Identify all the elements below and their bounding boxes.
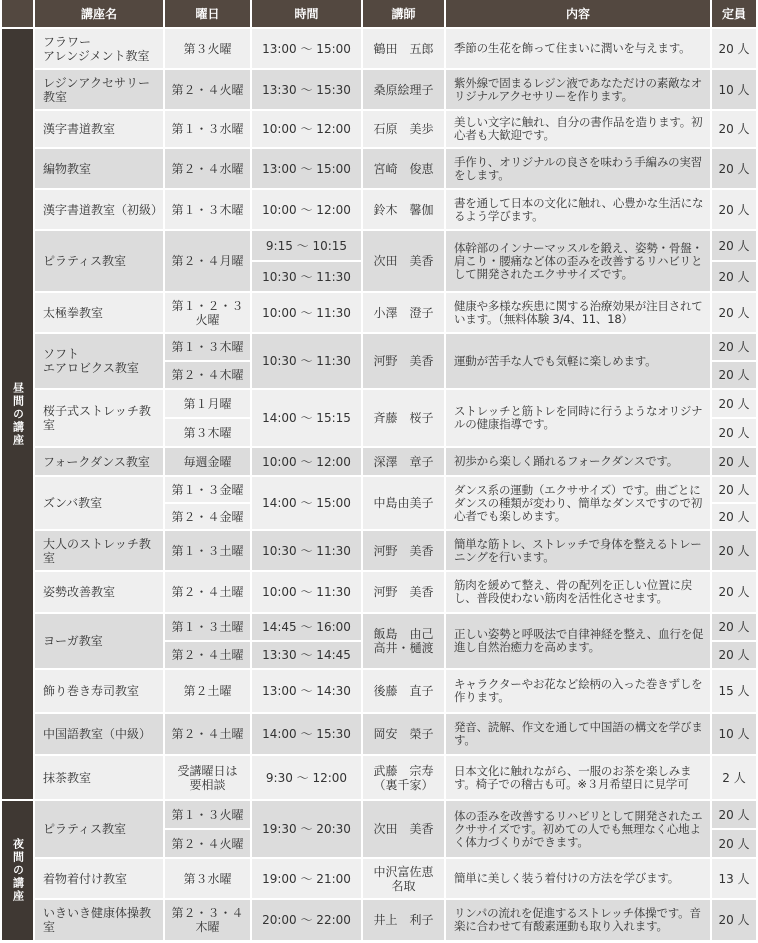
course-content: 簡単な筋トレ、ストレッチで身体を整えるトレーニングを行います。 bbox=[446, 531, 710, 570]
course-capacity: 2 人 bbox=[712, 756, 756, 799]
course-capacity: 20 人 bbox=[712, 830, 756, 857]
course-content: 紫外線で固まるレジン液であなただけの素敵なオリジナルアクセサリーを作ります。 bbox=[446, 70, 710, 109]
course-content: 日本文化に触れながら、一服のお茶を楽しみます。椅子での稽古も可。※３月希望日に見学可 bbox=[446, 756, 710, 799]
nighttime-section-label: 夜間の講座 bbox=[2, 801, 33, 940]
course-time: 9:30 ～ 12:00 bbox=[252, 756, 361, 799]
course-capacity: 20 人 bbox=[712, 900, 756, 940]
course-capacity: 20 人 bbox=[712, 572, 756, 612]
course-day: 第１・３木曜 bbox=[165, 190, 250, 229]
course-time: 13:30 ～ 15:30 bbox=[252, 70, 361, 109]
course-content: キャラクターやお花など絵柄の入った巻きずしを作ります。 bbox=[446, 670, 710, 712]
course-day: 第２・４土曜 bbox=[165, 642, 250, 668]
course-teacher: 次田 美香 bbox=[363, 801, 444, 857]
course-day: 第２・４土曜 bbox=[165, 572, 250, 612]
header-content: 内容 bbox=[446, 0, 710, 27]
course-capacity: 20 人 bbox=[712, 190, 756, 229]
course-time: 14:45 ～ 16:00 bbox=[252, 614, 361, 640]
course-capacity: 20 人 bbox=[712, 262, 756, 291]
course-content: ダンス系の運動（エクササイズ）です。曲ごとにダンスの種類が変わり、簡単なダンスですので初心者でも楽しめます。 bbox=[446, 477, 710, 529]
course-teacher: 斉藤 桜子 bbox=[363, 390, 444, 446]
course-time: 19:00 ～ 21:00 bbox=[252, 859, 361, 898]
course-content: 季節の生花を飾って住まいに潤いを与えます。 bbox=[446, 29, 710, 68]
course-name: フォークダンス教室 bbox=[35, 448, 163, 475]
course-capacity: 20 人 bbox=[712, 111, 756, 147]
header-capacity: 定員 bbox=[712, 0, 756, 27]
course-capacity: 20 人 bbox=[712, 293, 756, 332]
course-name: 中国語教室（中級） bbox=[35, 714, 163, 754]
course-capacity: 15 人 bbox=[712, 670, 756, 712]
course-day: 第２・４火曜 bbox=[165, 830, 250, 857]
course-content: 手作り、オリジナルの良さを味わう手編みの実習をします。 bbox=[446, 149, 710, 188]
course-name: 太極拳教室 bbox=[35, 293, 163, 332]
header-corner bbox=[2, 0, 33, 27]
course-teacher: 井上 利子 bbox=[363, 900, 444, 940]
header-day: 曜日 bbox=[165, 0, 250, 27]
course-content: 発音、読解、作文を通して中国語の構文を学びます。 bbox=[446, 714, 710, 754]
course-name: レジンアクセサリー 教室 bbox=[35, 70, 163, 109]
course-day: 第３木曜 bbox=[165, 419, 250, 446]
course-name: 漢字書道教室（初級） bbox=[35, 190, 163, 229]
course-name: フラワー アレンジメント教室 bbox=[35, 29, 163, 68]
course-teacher: 後藤 直子 bbox=[363, 670, 444, 712]
course-name: 着物着付け教室 bbox=[35, 859, 163, 898]
course-time: 9:15 ～ 10:15 bbox=[252, 231, 361, 260]
course-content: 体の歪みを改善するリハビリとして開発されたエクササイズです。初めての人でも無理なく心地よく体力づくりができます。 bbox=[446, 801, 710, 857]
course-capacity: 10 人 bbox=[712, 70, 756, 109]
course-capacity: 20 人 bbox=[712, 477, 756, 502]
course-time: 20:00 ～ 22:00 bbox=[252, 900, 361, 940]
course-teacher: 中沢富佐恵 名取 bbox=[363, 859, 444, 898]
course-teacher: 桑原絵理子 bbox=[363, 70, 444, 109]
header-course-name: 講座名 bbox=[35, 0, 163, 27]
course-teacher: 中島由美子 bbox=[363, 477, 444, 529]
header-teacher: 講師 bbox=[363, 0, 444, 27]
course-name: 大人のストレッチ教室 bbox=[35, 531, 163, 570]
course-content: 書を通して日本の文化に触れ、心豊かな生活になるよう学びます。 bbox=[446, 190, 710, 229]
course-teacher: 鶴田 五郎 bbox=[363, 29, 444, 68]
course-teacher: 河野 美香 bbox=[363, 334, 444, 388]
course-time: 13:30 ～ 14:45 bbox=[252, 642, 361, 668]
course-content: 体幹部のインナーマッスルを鍛え、姿勢・骨盤・肩こり・腰痛など体の歪みを改善するリハビリとして開発されたエクササイズです。 bbox=[446, 231, 710, 291]
header-time: 時間 bbox=[252, 0, 361, 27]
course-day: 第３水曜 bbox=[165, 859, 250, 898]
course-content: 健康や多様な疾患に関する治療効果が注目されています。（無料体験 3/4、11、18） bbox=[446, 293, 710, 332]
course-content: 運動が苦手な人でも気軽に楽しめます。 bbox=[446, 334, 710, 388]
course-capacity: 20 人 bbox=[712, 642, 756, 668]
course-time: 10:00 ～ 12:00 bbox=[252, 448, 361, 475]
course-teacher: 深澤 章子 bbox=[363, 448, 444, 475]
course-day: 第１・３火曜 bbox=[165, 801, 250, 828]
course-content: 初歩から楽しく踊れるフォークダンスです。 bbox=[446, 448, 710, 475]
course-content: 美しい文字に触れ、自分の書作品を造ります。初心者も大歓迎です。 bbox=[446, 111, 710, 147]
course-time: 10:30 ～ 11:30 bbox=[252, 531, 361, 570]
course-teacher: 飯島 由己 高井・樋渡 bbox=[363, 614, 444, 668]
course-day: 第２土曜 bbox=[165, 670, 250, 712]
course-name: ズンバ教室 bbox=[35, 477, 163, 529]
course-time: 14:00 ～ 15:00 bbox=[252, 477, 361, 529]
course-name: 漢字書道教室 bbox=[35, 111, 163, 147]
course-capacity: 13 人 bbox=[712, 859, 756, 898]
course-teacher: 武藤 宗寿 （裏千家） bbox=[363, 756, 444, 799]
course-name: ヨーガ教室 bbox=[35, 614, 163, 668]
course-content: 簡単に美しく装う着付けの方法を学びます。 bbox=[446, 859, 710, 898]
course-name: 編物教室 bbox=[35, 149, 163, 188]
course-teacher: 石原 美歩 bbox=[363, 111, 444, 147]
course-day: 受講曜日は 要相談 bbox=[165, 756, 250, 799]
course-day: 第２・４金曜 bbox=[165, 504, 250, 529]
course-time: 10:00 ～ 11:30 bbox=[252, 572, 361, 612]
course-name: ピラティス教室 bbox=[35, 801, 163, 857]
course-name: ピラティス教室 bbox=[35, 231, 163, 291]
course-name: いきいき健康体操教室 bbox=[35, 900, 163, 940]
course-capacity: 20 人 bbox=[712, 801, 756, 828]
course-day: 第２・３・４ 木曜 bbox=[165, 900, 250, 940]
course-time: 10:30 ～ 11:30 bbox=[252, 262, 361, 291]
course-day: 第１・３土曜 bbox=[165, 614, 250, 640]
course-capacity: 10 人 bbox=[712, 714, 756, 754]
course-content: 正しい姿勢と呼吸法で自律神経を整え、血行を促進し自然治癒力を高めます。 bbox=[446, 614, 710, 668]
course-teacher: 次田 美香 bbox=[363, 231, 444, 291]
course-capacity: 20 人 bbox=[712, 419, 756, 446]
course-day: 第１月曜 bbox=[165, 390, 250, 417]
course-teacher: 岡安 榮子 bbox=[363, 714, 444, 754]
course-day: 第１・３土曜 bbox=[165, 531, 250, 570]
course-time: 14:00 ～ 15:30 bbox=[252, 714, 361, 754]
course-time: 10:30 ～ 11:30 bbox=[252, 334, 361, 388]
course-time: 13:00 ～ 15:00 bbox=[252, 149, 361, 188]
course-day: 第３火曜 bbox=[165, 29, 250, 68]
course-name: ソフト エアロビクス教室 bbox=[35, 334, 163, 388]
course-time: 10:00 ～ 12:00 bbox=[252, 111, 361, 147]
daytime-section-label: 昼間の講座 bbox=[2, 29, 33, 799]
course-capacity: 20 人 bbox=[712, 504, 756, 529]
course-day: 第２・４土曜 bbox=[165, 714, 250, 754]
course-name: 抹茶教室 bbox=[35, 756, 163, 799]
course-day: 第１・３木曜 bbox=[165, 334, 250, 360]
course-capacity: 20 人 bbox=[712, 149, 756, 188]
course-name: 桜子式ストレッチ教室 bbox=[35, 390, 163, 446]
course-teacher: 小澤 澄子 bbox=[363, 293, 444, 332]
course-capacity: 20 人 bbox=[712, 614, 756, 640]
course-capacity: 20 人 bbox=[712, 390, 756, 417]
course-content: リンパの流れを促進するストレッチ体操です。音楽に合わせて有酸素運動も取り入れます。 bbox=[446, 900, 710, 940]
course-name: 飾り巻き寿司教室 bbox=[35, 670, 163, 712]
course-time: 10:00 ～ 11:30 bbox=[252, 293, 361, 332]
course-time: 14:00 ～ 15:15 bbox=[252, 390, 361, 446]
course-time: 19:30 ～ 20:30 bbox=[252, 801, 361, 857]
course-day: 第１・２・３ 火曜 bbox=[165, 293, 250, 332]
course-day: 毎週金曜 bbox=[165, 448, 250, 475]
course-capacity: 20 人 bbox=[712, 334, 756, 360]
course-content: 筋肉を緩めて整え、骨の配列を正しい位置に戻し、普段使わない筋肉を活性化させます。 bbox=[446, 572, 710, 612]
course-day: 第１・３金曜 bbox=[165, 477, 250, 502]
course-teacher: 河野 美香 bbox=[363, 572, 444, 612]
course-capacity: 20 人 bbox=[712, 362, 756, 388]
course-teacher: 河野 美香 bbox=[363, 531, 444, 570]
course-capacity: 20 人 bbox=[712, 29, 756, 68]
course-teacher: 宮崎 俊恵 bbox=[363, 149, 444, 188]
course-day: 第２・４木曜 bbox=[165, 362, 250, 388]
course-day: 第２・４水曜 bbox=[165, 149, 250, 188]
course-time: 10:00 ～ 12:00 bbox=[252, 190, 361, 229]
course-capacity: 20 人 bbox=[712, 448, 756, 475]
course-time: 13:00 ～ 15:00 bbox=[252, 29, 361, 68]
course-capacity: 20 人 bbox=[712, 531, 756, 570]
course-day: 第２・４火曜 bbox=[165, 70, 250, 109]
course-day: 第１・３水曜 bbox=[165, 111, 250, 147]
course-day: 第２・４月曜 bbox=[165, 231, 250, 291]
course-name: 姿勢改善教室 bbox=[35, 572, 163, 612]
course-content: ストレッチと筋トレを同時に行うようなオリジナルの健康指導です。 bbox=[446, 390, 710, 446]
course-time: 13:00 ～ 14:30 bbox=[252, 670, 361, 712]
course-teacher: 鈴木 馨伽 bbox=[363, 190, 444, 229]
course-capacity: 20 人 bbox=[712, 231, 756, 260]
